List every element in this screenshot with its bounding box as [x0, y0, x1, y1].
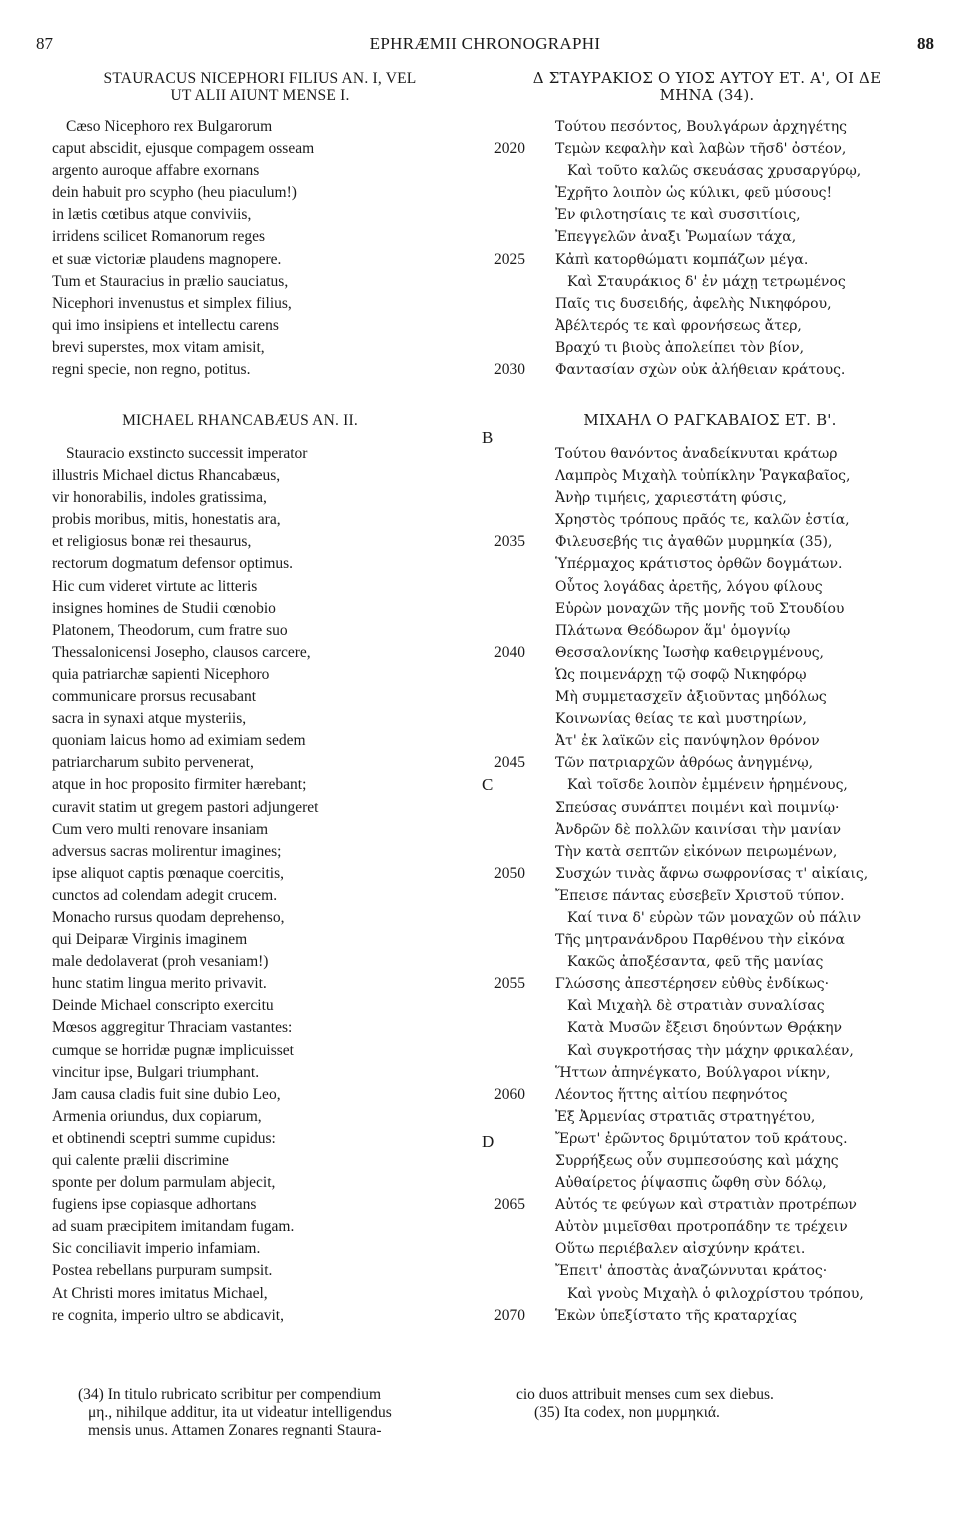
- latin-verse-line: fugiens ipse copiasque adhortans: [52, 1196, 257, 1214]
- greek-verse-line: [520, 686, 868, 708]
- running-head: [36, 34, 934, 58]
- greek-verse-line: [520, 885, 868, 907]
- latin-verse-line: qui calente prælii discrimine: [52, 1152, 229, 1169]
- greek-verse-text: Ἑκὼν ὑπεξίστατο τῆς κραταρχίας: [555, 1307, 798, 1324]
- greek-verse-text: Κατὰ Μυσῶν ἔξεισι δηούντων Θρᾴκην: [567, 1020, 843, 1037]
- greek-verse-text: Παῖς τις δυσειδής, ἀφελὴς Νικηφόρου,: [555, 295, 832, 312]
- latin-verse-line: Postea rebellans purpuram sumpsit.: [52, 1262, 273, 1280]
- greek-title-line: ΜΗΝΑ (34).: [659, 86, 755, 104]
- greek-verse-text: Τούτου θανόντος ἀναδείκνυται κράτωρ: [555, 446, 838, 462]
- line-number: 2025: [494, 250, 525, 268]
- greek-verse-text: Μὴ συμμετασχεῖν ἀξιοῦντας μηδόλως: [555, 689, 827, 706]
- greek-section-title-2: ΜΙΧΑΗΛ Ο ΡΑΓΚΑΒΑΙΟΣ ΕΤ. Β'.: [583, 411, 837, 429]
- line-number: 2020: [494, 140, 525, 158]
- greek-verse-text: Τῆς μητρανάνδρου Παρθένου τὴν εἰκόνα: [555, 932, 845, 949]
- greek-verse-line: [520, 951, 868, 973]
- greek-verse-line: [520, 337, 861, 359]
- greek-verse-line: [494, 642, 868, 664]
- footnote-line: cio duos attribuit menses cum sex diebus.: [516, 1386, 774, 1403]
- greek-verse-line: [494, 531, 868, 553]
- greek-verse-text: Καὶ τοῖσδε λοιπὸν ἐμμένειν ἡρημένους,: [567, 777, 848, 794]
- greek-verse-line: [520, 1017, 868, 1039]
- greek-verse-line: [520, 598, 868, 620]
- greek-verse-text: Φιλευσεβής τις ἀγαθῶν μυρμηκία (35),: [555, 534, 833, 551]
- latin-verse-line: Hic cum videret virtute ac litteris: [52, 577, 258, 595]
- latin-verse-line: Tum et Stauracius in prælio sauciatus,: [52, 272, 289, 290]
- footnote-right: [516, 1386, 774, 1422]
- greek-verse-line: [520, 1216, 868, 1238]
- latin-verse-line: cunctos ad colendam adegit crucem.: [52, 886, 278, 904]
- latin-verse-line: vincitur ipse, Bulgari triumphant.: [52, 1063, 260, 1081]
- greek-verse-line: [520, 315, 861, 337]
- latin-verse-line: male dedolaverat (proh vesaniam!): [52, 953, 269, 971]
- greek-verse-text: Ἀνδρῶν δὲ πολλῶν καινίσαι τὴν μανίαν: [555, 821, 842, 838]
- greek-verse-text: Καὶ γνοὺς Μιχαὴλ ὁ φιλοχρίστου τρόπου,: [567, 1285, 864, 1302]
- greek-title-line: Δ ΣΤΑΥΡΑΚΙΟΣ Ο ΥΙΟΣ ΑΥΤΟΥ ΕΤ. Α', ΟΙ ΔΕ: [532, 69, 882, 87]
- latin-verse-line: At Christi mores imitatus Michael,: [52, 1284, 268, 1302]
- greek-verse-line: [520, 1128, 868, 1150]
- greek-verse-text: Καὶ Σταυράκιος δ' ἐν μάχῃ τετρωμένος: [567, 273, 846, 290]
- greek-verse-line: [520, 1172, 868, 1194]
- greek-verse-text: Ἐπεγγελῶν ἀναξι Ῥωμαίων τάχα,: [555, 229, 797, 246]
- latin-column-part-1: [52, 116, 314, 381]
- page-number-right: 88: [917, 34, 934, 53]
- line-number: 2035: [494, 533, 525, 551]
- greek-verse-line: [520, 509, 868, 531]
- latin-verse-line: regni specie, non regno, potitus.: [52, 361, 251, 379]
- latin-verse-line: communicare prorsus recusabant: [52, 688, 257, 706]
- greek-verse-line: [520, 1238, 868, 1260]
- latin-verse-line: cumque se horridæ pugnæ implicuisset: [52, 1041, 294, 1059]
- greek-verse-text: Ἔρωτ' ἐρῶντος δριμύτατον τοῦ κράτους.: [555, 1130, 848, 1147]
- greek-section-title-1: [476, 70, 938, 104]
- greek-verse-line: [520, 1150, 868, 1172]
- greek-verse-text: Οὗτος λογάδας ἀρετῆς, λόγου φίλους: [555, 578, 823, 595]
- latin-verse-line: Sic conciliavit imperio infamiam.: [52, 1240, 261, 1258]
- running-title: EPHRÆMII CHRONOGRAPHI: [369, 34, 601, 53]
- greek-verse-text: Λαμπρὸς Μιχαὴλ τοὐπίκλην Ῥαγκαβαῖος,: [555, 468, 851, 485]
- greek-verse-text: Σπεύσας συνάπτει ποιμένι καὶ ποιμνίῳ·: [555, 799, 840, 816]
- greek-verse-line: [520, 204, 861, 226]
- greek-verse-line: [520, 443, 868, 465]
- greek-verse-line: [520, 226, 861, 248]
- margin-letter-d: D: [482, 1132, 495, 1151]
- footnote-line: (35) Ita codex, non μυρμηκιά.: [534, 1404, 720, 1421]
- line-number: 2050: [494, 864, 525, 882]
- greek-verse-text: Ἀβέλτερός τε καὶ φρονήσεως ἄτερ,: [555, 317, 802, 334]
- latin-verse-line: curavit statim ut gregem pastori adjungeret: [52, 798, 319, 816]
- line-number: 2070: [494, 1306, 525, 1324]
- greek-verse-text: Συρρήξεως οὖν συμπεσούσης καὶ μάχης: [555, 1153, 839, 1169]
- greek-verse-line: [520, 271, 861, 293]
- greek-verse-text: Ἐχρῆτο λοιπὸν ὡς κύλικι, φεῦ μύσους!: [555, 185, 833, 202]
- greek-verse-text: Κἀπὶ κατορθώματι κομπάζων μέγα.: [555, 251, 809, 268]
- greek-verse-text: Εὑρὼν μοναχῶν τῆς μονῆς τοῦ Στουδίου: [555, 600, 845, 617]
- greek-verse-text: Ἐξ Ἀρμενίας στρατιᾶς στρατηγέτου,: [555, 1108, 816, 1125]
- greek-verse-line: [520, 730, 868, 752]
- greek-verse-line: [520, 819, 868, 841]
- greek-verse-line: [520, 465, 868, 487]
- latin-verse-line: rectorum dogmatum defensor optimus.: [52, 555, 294, 573]
- latin-section-title-2: MICHAEL RHANCABÆUS AN. II.: [122, 412, 358, 429]
- latin-section-title-1: [50, 70, 470, 104]
- greek-verse-line: [520, 1283, 868, 1305]
- latin-verse-line: Deinde Michael conscripto exercitu: [52, 997, 274, 1015]
- greek-verse-line: [520, 576, 868, 598]
- greek-verse-text: Ἔπεισε πάντας εὐσεβεῖν Χριστοῦ τύπον.: [555, 887, 845, 904]
- greek-verse-line: [520, 841, 868, 863]
- latin-verse-line: adversus sacras molirentur imagines;: [52, 842, 282, 860]
- latin-verse-line: Cum vero multi renovare insaniam: [52, 820, 269, 838]
- latin-column-part-2: [52, 443, 318, 1327]
- greek-verse-text: Καὶ τοῦτο καλῶς σκευάσας χρυσαργύρῳ,: [567, 163, 862, 180]
- latin-verse-line: Cæso Nicephoro rex Bulgarorum: [66, 118, 273, 135]
- greek-verse-line: [520, 995, 868, 1017]
- greek-verse-text: Καὶ συγκροτήσας τὴν μάχην φρικαλέαν,: [567, 1042, 854, 1059]
- greek-verse-text: Φαντασίαν σχὼν οὐκ ἀλήθειαν κράτους.: [555, 362, 846, 379]
- line-number: 2060: [494, 1085, 525, 1103]
- greek-verse-line: [494, 973, 868, 995]
- greek-verse-text: Κακῶς ἀποξέσαντα, φεῦ τῆς μανίας: [567, 954, 824, 971]
- line-number: 2065: [494, 1196, 525, 1214]
- latin-verse-line: insignes homines de Studii cœnobio: [52, 599, 276, 617]
- latin-verse-line: qui Deiparæ Virginis imaginem: [52, 931, 248, 949]
- latin-verse-line: ipse aliquot captis pœnaque coercitis,: [52, 864, 285, 882]
- greek-verse-line: [494, 752, 868, 774]
- latin-verse-line: sacra in synaxi atque mysteriis,: [52, 710, 247, 728]
- greek-verse-line: [520, 620, 868, 642]
- greek-verse-text: Ἀτ' ἐκ λαϊκῶν εἰς πανύψηλον θρόνον: [555, 733, 820, 750]
- line-number: 2040: [494, 643, 525, 661]
- greek-verse-line: [520, 160, 861, 182]
- line-number: 2030: [494, 361, 525, 379]
- margin-letter-c: C: [482, 775, 494, 794]
- greek-column-part-1: [494, 116, 862, 381]
- greek-verse-text: Λέοντος ἥττης αἰτίου πεφηνότος: [555, 1086, 788, 1103]
- greek-verse-text: Τὴν κατὰ σεπτῶν εἰκόνων πειρωμένων,: [555, 843, 838, 860]
- greek-verse-text: Θεσσαλονίκης Ἰωσὴφ καθειργμένους,: [555, 644, 825, 661]
- greek-verse-text: Χρηστὸς τρόπους πρᾶός τε, καλῶν ἑστία,: [555, 512, 850, 529]
- latin-verse-line: ad suam præcipitem imitandam fugam.: [52, 1218, 295, 1236]
- latin-verse-line: quoniam laicus homo ad eximiam sedem: [52, 732, 306, 750]
- greek-verse-text: Ἀνὴρ τιμήεις, χαριεστάτη φύσις,: [555, 490, 787, 507]
- margin-letter-b: B: [482, 428, 494, 447]
- latin-verse-line: qui imo insipiens et intellectu carens: [52, 316, 279, 334]
- latin-verse-line: atque in hoc proposito firmiter hærebant;: [52, 776, 307, 794]
- footnote-left: [78, 1386, 392, 1440]
- latin-verse-line: sponte per dolum parmulam abjecit,: [52, 1174, 276, 1192]
- greek-verse-text: Καί τινα δ' εὑρὼν τῶν μοναχῶν οὐ πάλιν: [567, 909, 861, 926]
- latin-verse-line: Platonem, Theodorum, cum fratre suo: [52, 621, 288, 639]
- latin-verse-line: probis moribus, mitis, honestatis ara,: [52, 511, 281, 529]
- greek-verse-line: [520, 1260, 868, 1282]
- latin-verse-line: et religiosus bonæ rei thesaurus,: [52, 533, 252, 551]
- greek-verse-text: Ἔπειτ' ἀποστὰς ἀναζώννυται κράτος·: [555, 1263, 828, 1280]
- latin-verse-line: Monacho rursus quodam deprehenso,: [52, 908, 285, 926]
- latin-verse-line: dein habuit pro scypho (heu piaculum!): [52, 184, 297, 202]
- greek-verse-text: Πλάτωνα Θεόδωρον ἅμ' ὁμογνίῳ: [555, 622, 791, 639]
- greek-verse-text: Ἐν φιλοτησίαις τε καὶ συσσιτίοις,: [555, 207, 801, 224]
- greek-verse-line: [494, 138, 861, 160]
- greek-verse-line: [520, 664, 868, 686]
- latin-verse-line: et obtinendi sceptri summe cupidus:: [52, 1129, 276, 1147]
- greek-verse-text: Τούτου πεσόντος, Βουλγάρων ἀρχηγέτης: [555, 119, 847, 135]
- footnote-line: (34) In titulo rubricato scribitur per compendium: [78, 1386, 382, 1403]
- greek-verse-line: [494, 1194, 868, 1216]
- greek-verse-text: Γλώσσης ἀπεστέρησεν εὐθὺς ἐνδίκως·: [555, 976, 830, 993]
- greek-verse-line: [520, 797, 868, 819]
- latin-verse-line: in lætis cœtibus atque conviviis,: [52, 206, 252, 224]
- latin-verse-line: hunc statim lingua merito privavit.: [52, 975, 267, 993]
- greek-verse-line: [494, 249, 861, 271]
- greek-verse-line: [494, 359, 861, 381]
- greek-verse-line: [520, 774, 868, 796]
- latin-verse-line: irridens scilicet Romanorum reges: [52, 228, 266, 246]
- line-number: 2045: [494, 754, 525, 772]
- greek-verse-text: Καὶ Μιχαὴλ δὲ στρατιὰν συναλίσας: [567, 998, 825, 1015]
- greek-verse-line: [494, 1305, 868, 1327]
- greek-verse-text: Κοινωνίας θείας τε καὶ μυστηρίων,: [555, 711, 807, 728]
- greek-verse-text: Ἥττων ἀπηνέγκατο, Βούλγαροι νίκην,: [555, 1064, 831, 1081]
- latin-verse-line: Mœsos aggregitur Thraciam vastantes:: [52, 1019, 293, 1037]
- greek-verse-line: [494, 1084, 868, 1106]
- greek-verse-text: Αὐθαίρετος ῥίψασπις ὤφθη σὺν δόλῳ,: [555, 1175, 827, 1192]
- greek-verse-text: Βραχύ τι βιοὺς ἀπολείπει τὸν βίον,: [555, 339, 805, 356]
- latin-verse-line: Jam causa cladis fuit sine dubio Leo,: [52, 1085, 281, 1103]
- greek-verse-text: Ὑπέρμαχος κράτιστος ὀρθῶν δογμάτων.: [555, 556, 843, 573]
- footnote-line: mensis unus. Attamen Zonares regnanti Staura-: [88, 1422, 382, 1439]
- greek-verse-line: [494, 863, 869, 885]
- greek-verse-line: [520, 487, 868, 509]
- latin-verse-line: brevi superstes, mox vitam amisit,: [52, 338, 265, 356]
- latin-title-line: UT ALII AIUNT MENSE I.: [170, 87, 350, 104]
- latin-verse-line: caput abscidit, ejusque compagem osseam: [52, 140, 315, 158]
- greek-verse-line: [520, 907, 868, 929]
- greek-verse-line: [520, 929, 868, 951]
- greek-verse-text: Συσχών τινὰς ἄφνω σωφρονίσας τ' αἰκίαις,: [555, 865, 869, 882]
- greek-verse-line: [520, 293, 861, 315]
- greek-verse-text: Τεμὼν κεφαλὴν καὶ λαβὼν τῆσδ' ὀστέον,: [555, 141, 847, 158]
- greek-verse-line: [520, 1062, 868, 1084]
- latin-verse-line: Nicephori invenustus et simplex filius,: [52, 294, 292, 312]
- latin-verse-line: Armenia oriundus, dux copiarum,: [52, 1107, 262, 1125]
- latin-verse-line: Thessalonicensi Josepho, clausos carcere,: [52, 643, 311, 661]
- greek-verse-line: [520, 1106, 868, 1128]
- greek-verse-text: Αὐτός τε φεύγων καὶ στρατιὰν προτρέπων: [555, 1197, 857, 1214]
- greek-verse-text: Αὐτὸν μιμεῖσθαι προτροπάδην τε τρέχειν: [555, 1219, 848, 1236]
- greek-verse-line: [520, 1040, 868, 1062]
- latin-verse-line: quia patriarchæ sapienti Nicephoro: [52, 665, 270, 683]
- latin-verse-line: vir honorabilis, indoles gratissima,: [52, 489, 267, 507]
- line-number: 2055: [494, 975, 525, 993]
- footnote-line: μη., nihilque additur, ita ut videatur intelligendus: [88, 1404, 392, 1421]
- greek-verse-line: [520, 182, 861, 204]
- latin-title-line: STAURACUS NICEPHORI FILIUS AN. I, VEL: [103, 70, 417, 87]
- greek-column-part-2: [494, 443, 869, 1327]
- greek-verse-text: Οὕτω περιέβαλεν αἰσχύνην κράτει.: [555, 1241, 806, 1258]
- latin-verse-line: illustris Michael dictus Rhancabæus,: [52, 467, 281, 485]
- greek-verse-text: Ὡς ποιμενάρχῃ τῷ σοφῷ Νικηφόρῳ: [555, 666, 807, 683]
- greek-verse-line: [520, 708, 868, 730]
- greek-verse-line: [520, 116, 861, 138]
- latin-verse-line: argento auroque affabre exornans: [52, 162, 260, 180]
- latin-verse-line: re cognita, imperio ultro se abdicavit,: [52, 1306, 284, 1324]
- page-number-left: 87: [36, 34, 53, 53]
- latin-verse-line: et suæ victoriæ plaudens magnopere.: [52, 250, 282, 268]
- latin-verse-line: patriarcharum subito pervenerat,: [52, 754, 254, 772]
- greek-verse-line: [520, 553, 868, 575]
- latin-verse-line: Stauracio exstincto successit imperator: [66, 445, 308, 462]
- greek-verse-text: Τῶν πατριαρχῶν ἀθρόως ἀνηγμένῳ,: [555, 755, 814, 772]
